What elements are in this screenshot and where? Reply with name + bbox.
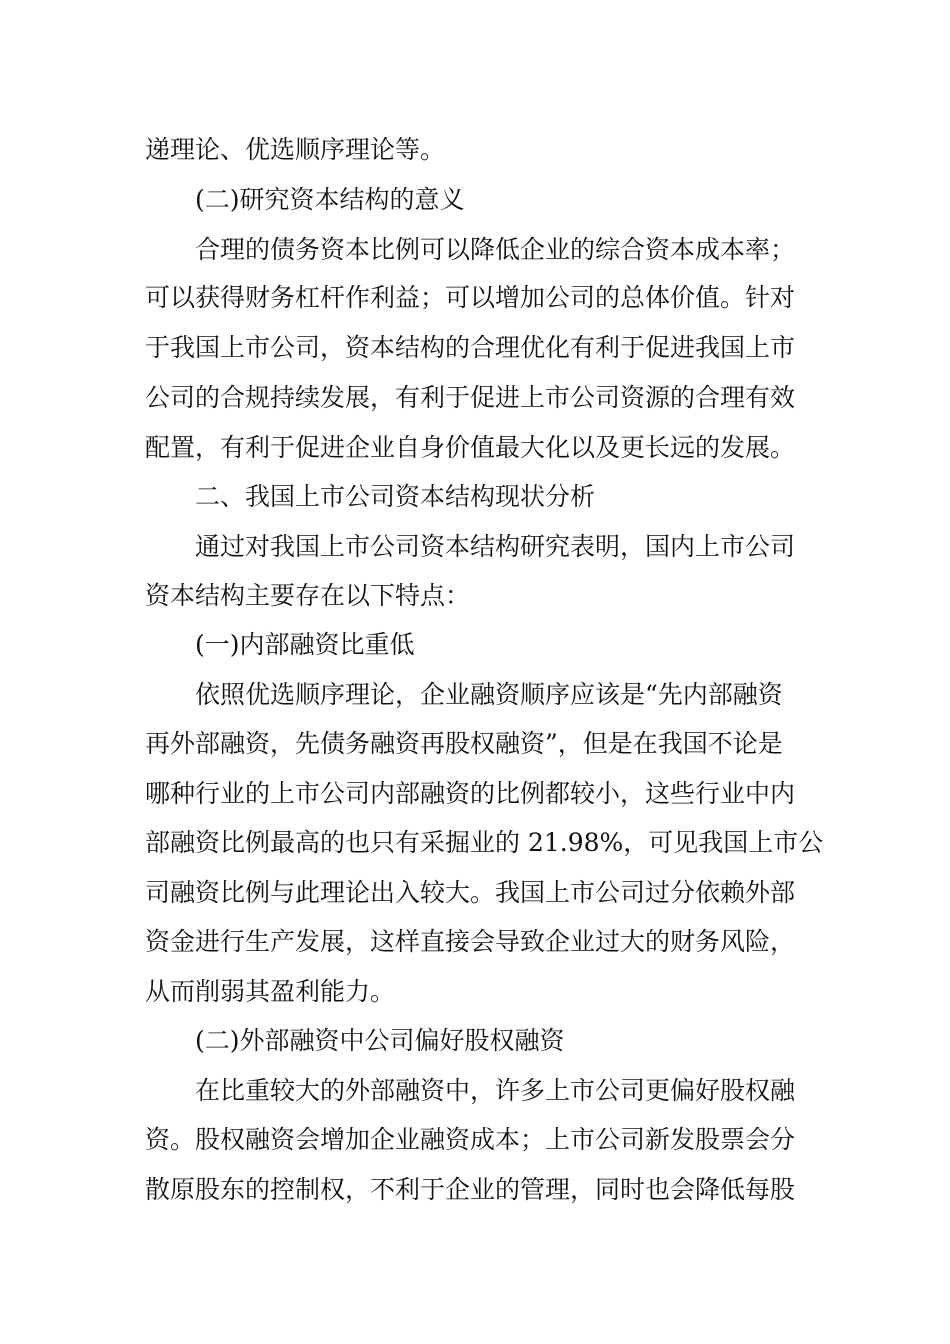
text-line: 资本结构主要存在以下特点： [145, 581, 471, 610]
text-line: 于我国上市公司，资本结构的合理优化有利于促进我国上市 [145, 333, 796, 362]
text-line: 司融资比例与此理论出入较大。我国上市公司过分依赖外部 [145, 878, 796, 907]
text-line: 在比重较大的外部融资中，许多上市公司更偏好股权融 [195, 1076, 796, 1105]
text-line: 依照优选顺序理论，企业融资顺序应该是“先内部融资 [195, 680, 783, 709]
text-line: 公司的合规持续发展，有利于促进上市公司资源的合理有效 [145, 383, 796, 412]
text-line: 散原股东的控制权，不利于企业的管理，同时也会降低每股 [145, 1175, 796, 1204]
section-heading: (二)外部融资中公司偏好股权融资 [195, 1026, 565, 1055]
text-line: 可以获得财务杠杆作利益；可以增加公司的总体价值。针对 [145, 283, 796, 312]
text-line: 合理的债务资本比例可以降低企业的综合资本成本率； [195, 235, 796, 264]
section-heading: (二)研究资本结构的意义 [195, 185, 465, 214]
section-heading: (一)内部融资比重低 [195, 630, 415, 659]
text-line: 从而削弱其盈利能力。 [145, 977, 396, 1006]
text-line: 递理论、优选顺序理论等。 [145, 135, 446, 164]
section-heading: 二、我国上市公司资本结构现状分析 [195, 482, 596, 511]
text-line: 部融资比例最高的也只有采掘业的 21.98%，可见我国上市公 [145, 828, 824, 857]
text-line: 配置，有利于促进企业自身价值最大化以及更长远的发展。 [145, 433, 796, 462]
text-line: 通过对我国上市公司资本结构研究表明，国内上市公司 [195, 532, 796, 561]
text-line: 再外部融资，先债务融资再股权融资”，但是在我国不论是 [145, 729, 783, 758]
text-line: 资金进行生产发展，这样直接会导致企业过大的财务风险， [145, 927, 796, 956]
text-line: 资。股权融资会增加企业融资成本；上市公司新发股票会分 [145, 1125, 796, 1154]
text-line: 哪种行业的上市公司内部融资的比例都较小，这些行业中内 [145, 779, 796, 808]
